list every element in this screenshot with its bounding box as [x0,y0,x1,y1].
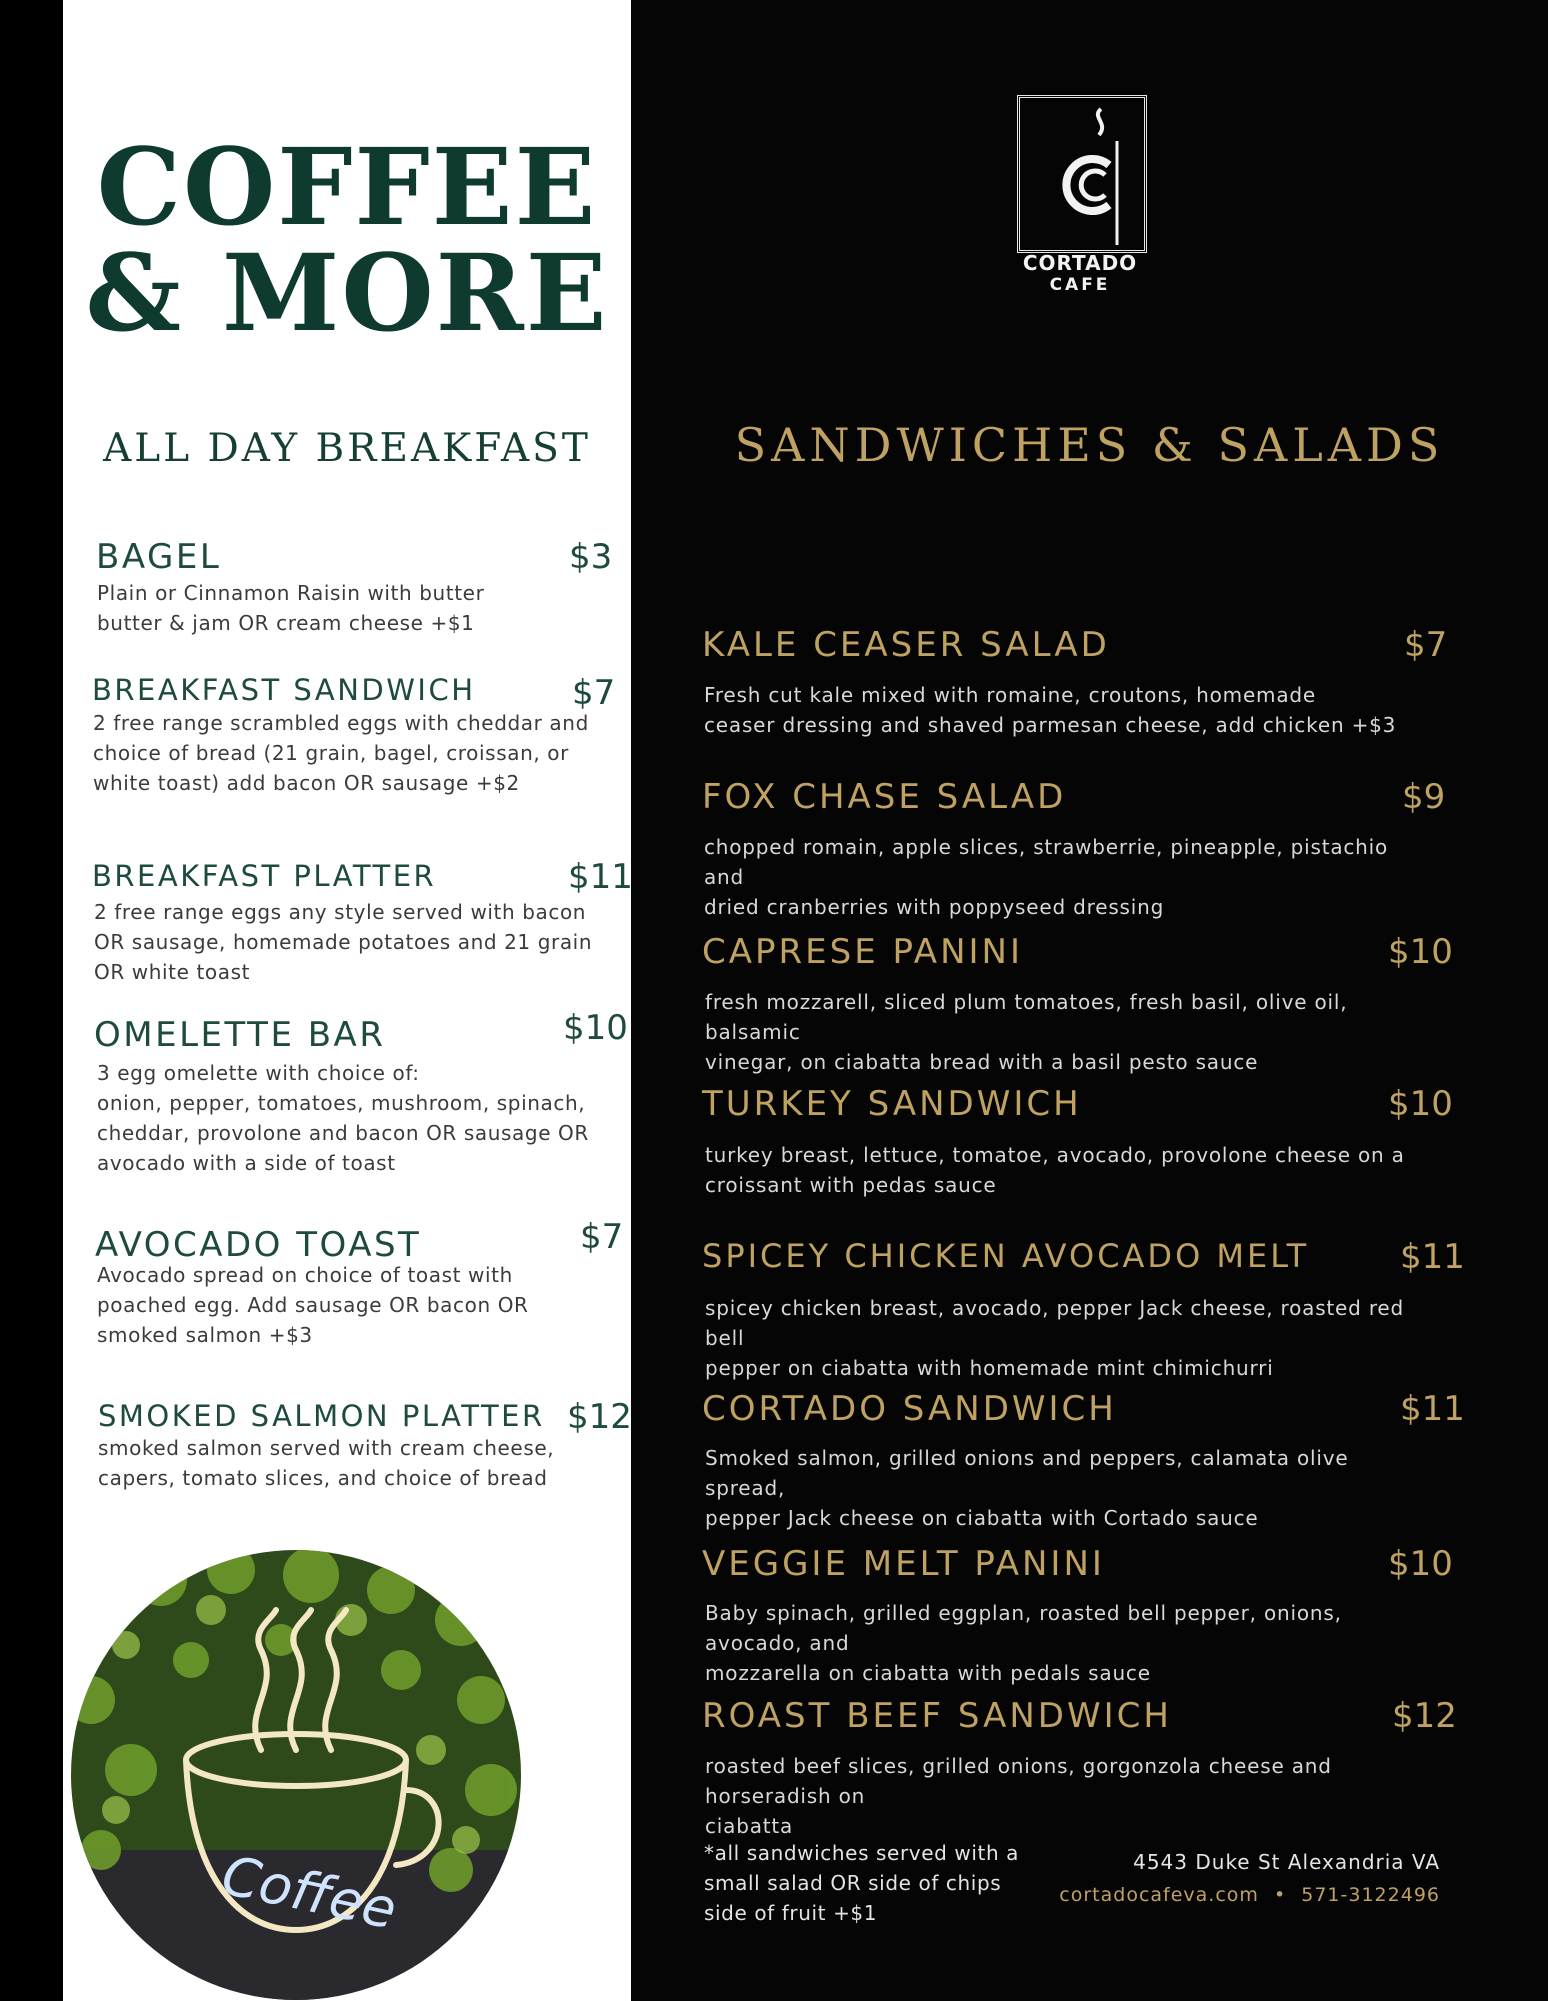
sandwich-item-desc: Baby spinach, grilled eggplan, roasted bell pepper, onions, avocado, and mozzarella on ciabatta with pedals sauce [705,1601,1342,1685]
logo-brand-name: CORTADO [1022,251,1138,275]
sandwich-item-price: $7 [1404,625,1448,665]
sandwich-item-name: VEGGIE MELT PANINI [702,1544,1105,1584]
sandwich-item-desc: spicey chicken breast, avocado, pepper Jack cheese, roasted red bell pepper on ciabatta with homemade mint chimichurri [705,1296,1405,1380]
phone-number: 571-3122496 [1301,1884,1440,1906]
cup-steam-icon [1017,95,1148,250]
sandwich-item-price: $11 [1400,1389,1465,1429]
sandwich-item-desc: turkey breast, lettuce, tomatoe, avocado, provolone cheese on a croissant with pedas sauce [705,1143,1405,1197]
breakfast-item-desc: Plain or Cinnamon Raisin with butter butter & jam OR cream cheese +$1 [97,581,485,635]
breakfast-item-price: $7 [580,1217,624,1257]
breakfast-item-price: $10 [563,1008,628,1048]
sandwich-item-desc: Smoked salmon, grilled onions and peppers, calamata olive spread, pepper Jack cheese on ciabatta with Cortado sauce [705,1446,1349,1530]
left-edge-band [0,0,63,2001]
separator-dot: • [1273,1884,1287,1906]
hero-title-line2: & MORE [85,230,609,355]
cortado-logo-icon [1017,95,1148,250]
sandwich-item-name: SPICEY CHICKEN AVOCADO MELT [702,1237,1310,1275]
breakfast-item-price: $3 [569,537,613,577]
sandwich-item-desc: chopped romain, apple slices, strawberrie, pineapple, pistachio and dried cranberries with poppyseed dressing [704,835,1389,919]
breakfast-item-name: AVOCADO TOAST [95,1225,422,1265]
contact-line [1059,1884,1440,1906]
sandwich-item-name: FOX CHASE SALAD [702,777,1067,817]
sandwich-item-desc: fresh mozzarell, sliced plum tomatoes, fresh basil, olive oil, balsamic vinegar, on ciabatta bread with a basil pesto sauce [705,990,1348,1074]
neon-coffee-text: Coffee [216,1843,402,1942]
sandwich-item-price: $11 [1400,1237,1465,1277]
sides-note: *all sandwiches served with a small salad OR side of chips side of fruit +$1 [704,1841,1020,1925]
breakfast-item-desc: 2 free range eggs any style served with bacon OR sausage, homemade potatoes and 21 grain OR white toast [94,900,593,984]
sandwich-item-name: ROAST BEEF SANDWICH [702,1696,1172,1736]
logo-brand-text [1000,252,1160,296]
breakfast-item-price: $12 [567,1397,632,1437]
breakfast-item-price: $7 [572,673,616,713]
sandwich-item-price: $9 [1402,777,1446,817]
address: 4543 Duke St Alexandria VA [1133,1850,1440,1874]
breakfast-item-desc: 2 free range scrambled eggs with cheddar and choice of bread (21 grain, bagel, croissan, or white toast) add bacon OR sausage +$2 [93,711,589,795]
sandwich-item-price: $10 [1388,1084,1453,1124]
sandwich-item-price: $10 [1388,932,1453,972]
sandwich-item-desc: Fresh cut kale mixed with romaine, croutons, homemade ceaser dressing and shaved parmesan cheese, add chicken +$3 [704,683,1397,737]
sandwich-item-name: CAPRESE PANINI [702,932,1023,972]
sandwiches-heading: SANDWICHES & SALADS [734,418,1445,472]
sandwich-item-desc: roasted beef slices, grilled onions, gorgonzola cheese and horseradish on ciabatta [705,1754,1332,1838]
sandwich-item-price: $10 [1388,1544,1453,1584]
breakfast-item-desc: 3 egg omelette with choice of: onion, pepper, tomatoes, mushroom, spinach, cheddar, provolone and bacon OR sausage OR avocado with a side of toast [97,1061,589,1175]
neon-coffee-photo [71,1550,521,2000]
breakfast-item-price: $11 [568,857,633,897]
breakfast-item-name: OMELETTE BAR [94,1015,386,1055]
breakfast-heading: ALL DAY BREAKFAST [103,426,591,471]
logo-brand-sub: CAFE [1049,275,1111,295]
breakfast-item-desc: smoked salmon served with cream cheese, capers, tomato slices, and choice of bread [98,1436,555,1490]
sandwich-item-price: $12 [1392,1696,1457,1736]
breakfast-item-desc: Avocado spread on choice of toast with poached egg. Add sausage OR bacon OR smoked salmon +$3 [97,1263,529,1347]
breakfast-item-name: BREAKFAST PLATTER [92,859,437,893]
sandwich-item-name: TURKEY SANDWICH [702,1084,1082,1124]
breakfast-item-name: BREAKFAST SANDWICH [92,673,476,707]
sandwich-item-name: KALE CEASER SALAD [702,625,1110,665]
breakfast-item-name: SMOKED SALMON PLATTER [98,1399,545,1433]
sandwich-item-name: CORTADO SANDWICH [702,1389,1117,1429]
breakfast-item-name: BAGEL [96,537,222,577]
website-link[interactable]: cortadocafeva.com [1059,1884,1259,1906]
hero-title-line1: COFFEE [96,124,598,249]
ivy-neon-illustration [71,1550,521,2000]
